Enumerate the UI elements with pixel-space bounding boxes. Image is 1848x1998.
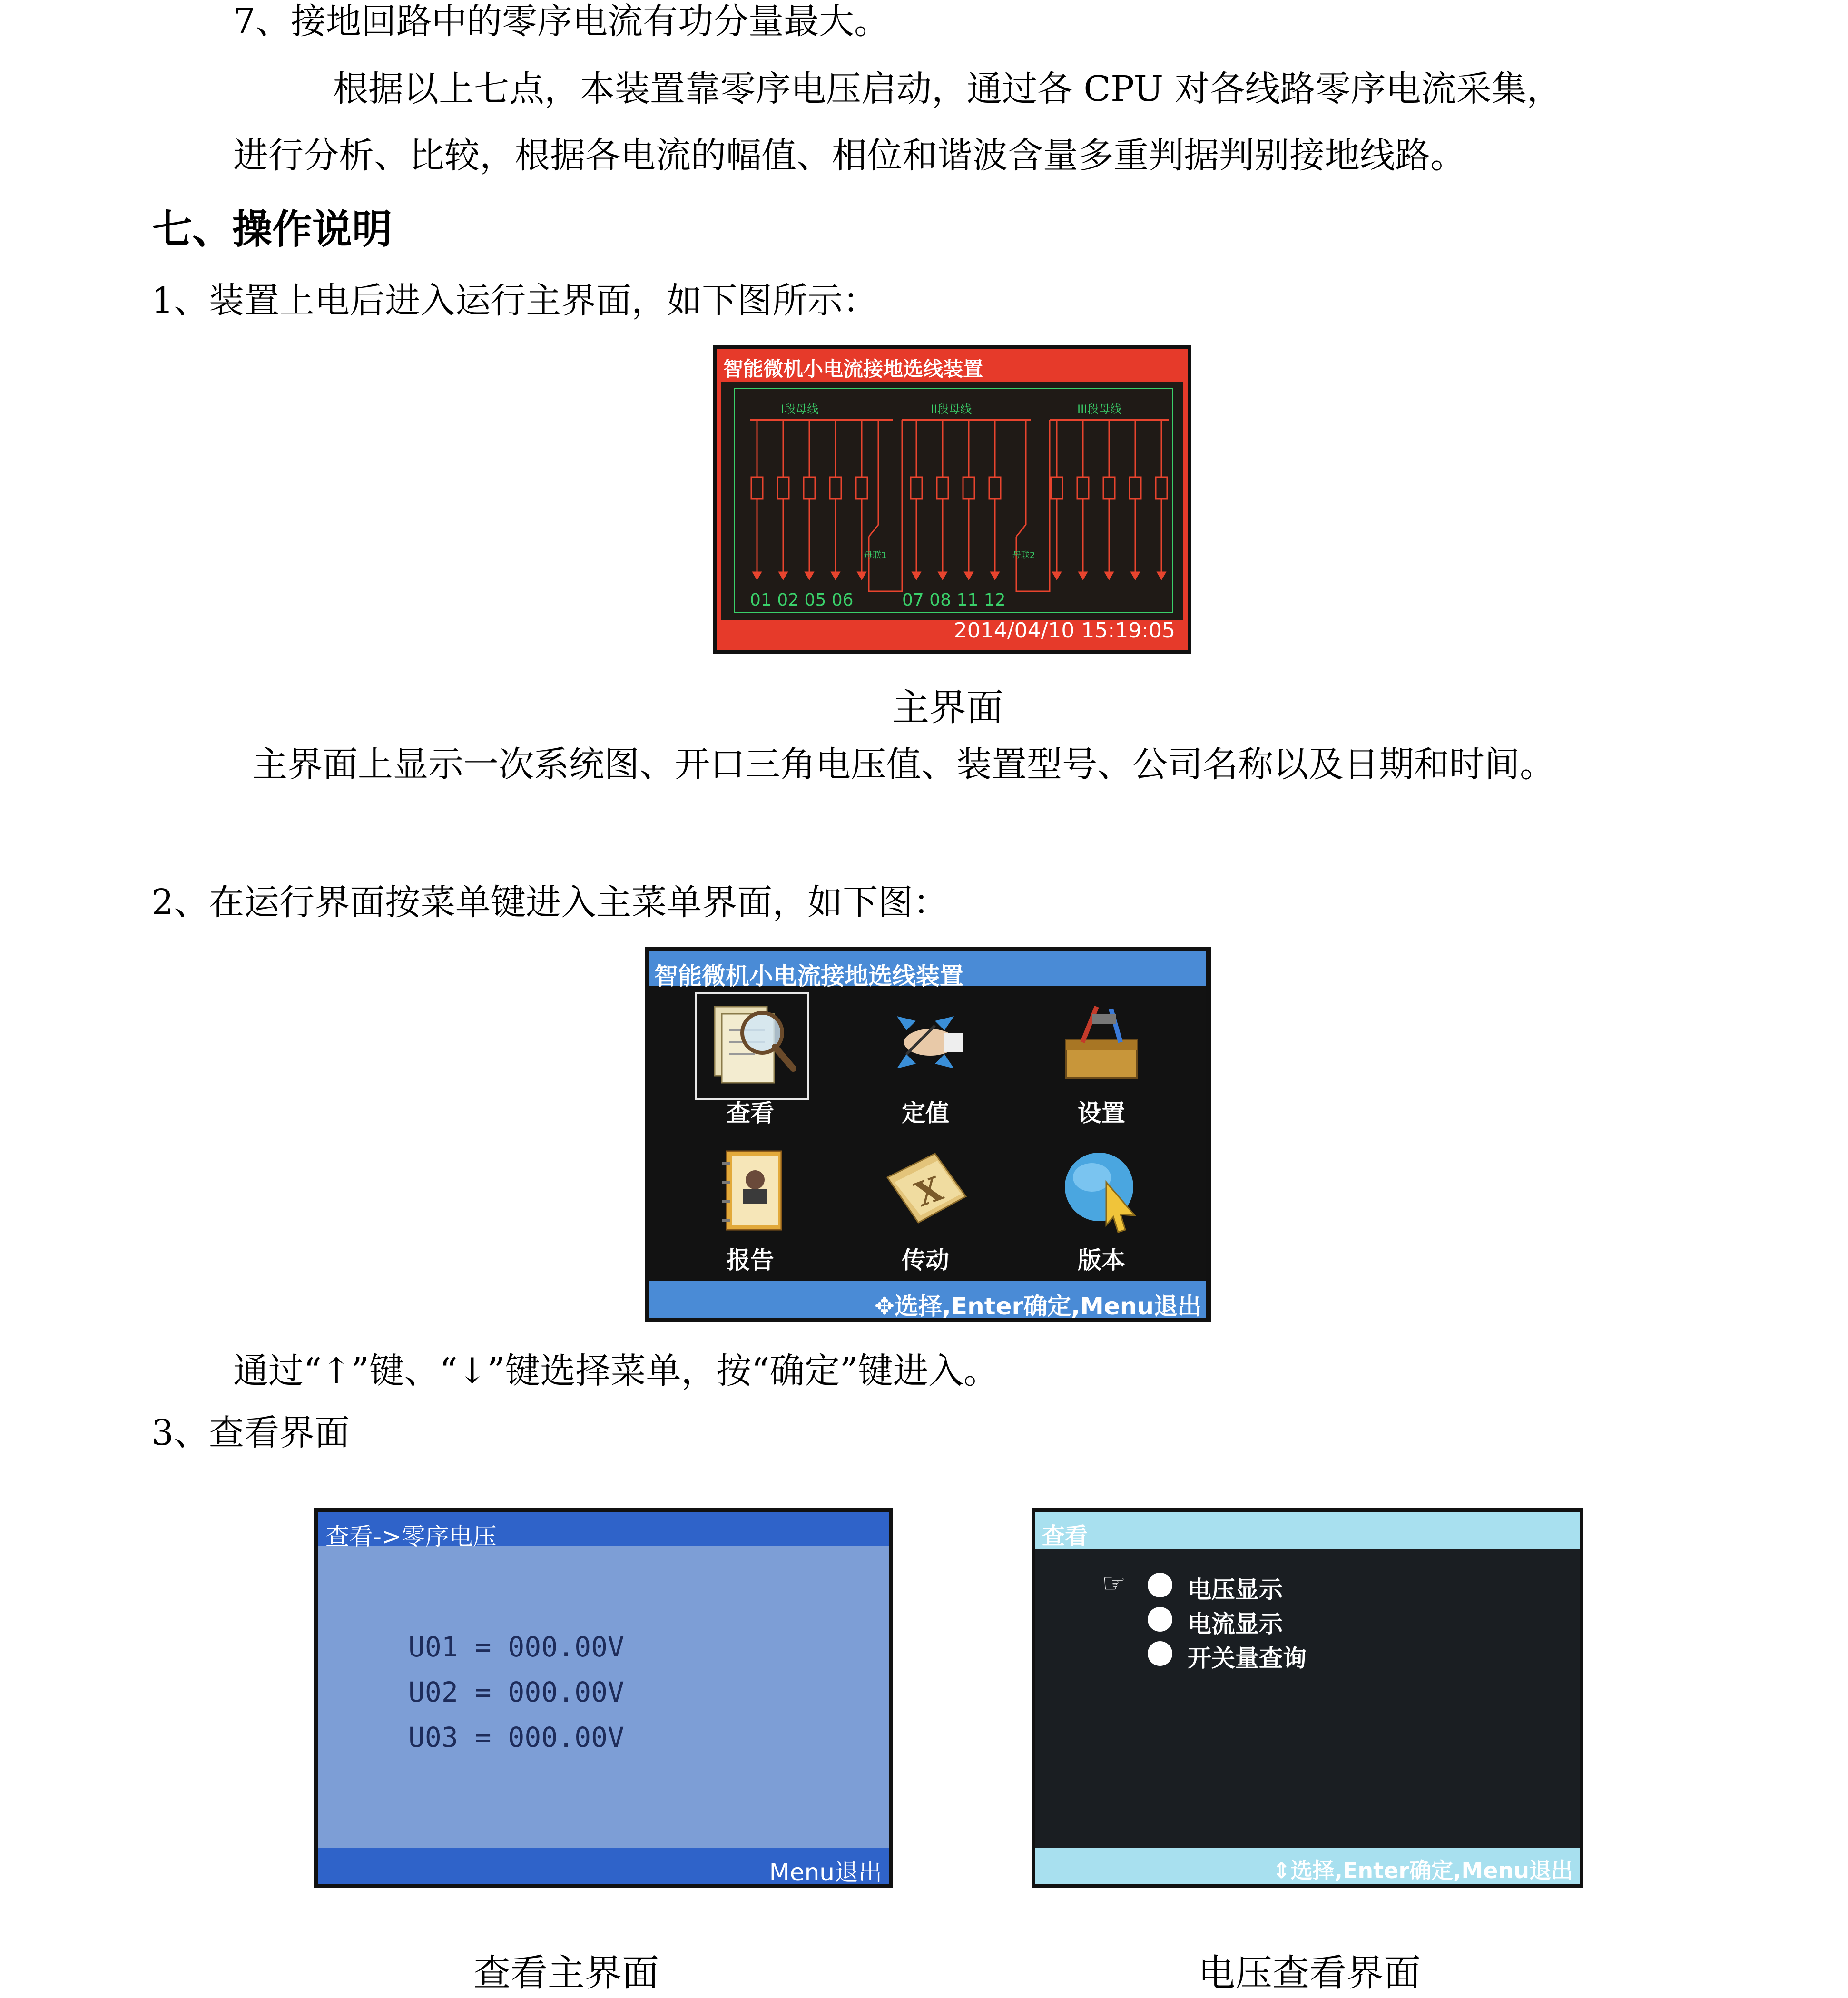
voltage-row: U02 = 000.00V <box>408 1676 624 1708</box>
option-current-display[interactable]: 电流显示 <box>1188 1610 1283 1638</box>
system-diagram <box>721 382 1183 620</box>
voltage-view-footer <box>1035 1848 1580 1884</box>
menu-footer <box>649 1281 1206 1318</box>
main-screen-photo <box>713 345 1191 654</box>
globe-cursor-icon <box>1054 1144 1149 1234</box>
tie-label-1: 母联1 <box>864 550 887 560</box>
voltage-view-hint: ⇕选择,Enter确定,Menu退出 <box>1272 1858 1573 1883</box>
address-book-icon <box>703 1144 798 1234</box>
menu-label: 设置 <box>1078 1099 1125 1127</box>
bus-tie-1 <box>869 420 902 591</box>
menu-hint: ✥选择,Enter确定,Menu退出 <box>875 1293 1201 1320</box>
voltage-view-screen-photo <box>1032 1508 1583 1888</box>
menu-label: 查看 <box>727 1099 774 1127</box>
menu-title: 智能微机小电流接地选线装置 <box>654 962 963 990</box>
caption-view-screen: 查看主界面 <box>473 1952 659 1995</box>
bus-tie-2 <box>1016 420 1050 591</box>
tie-label-2: 母联2 <box>1012 550 1035 560</box>
menu-label: 传动 <box>902 1246 949 1274</box>
bus-label-3: III段母线 <box>1077 402 1122 416</box>
datetime-display: 2014/04/10 15:19:05 <box>953 618 1175 643</box>
toolbox-icon <box>1054 997 1149 1087</box>
feeder-branch <box>804 420 815 579</box>
feeder-branch <box>777 420 789 579</box>
view-screen-photo <box>314 1508 893 1888</box>
paragraph-menu: 通过“↑”键、“↓”键选择菜单，按“确定”键进入。 <box>233 1351 999 1391</box>
radio-dot <box>1148 1641 1172 1666</box>
radio-dot <box>1148 1573 1172 1597</box>
paragraph-line: 根据以上七点，本装置靠零序电压启动，通过各 CPU 对各线路零序电流采集， <box>333 69 1562 109</box>
radio-dot <box>1148 1607 1172 1632</box>
feeder-branch <box>963 420 974 579</box>
menu-screen-photo <box>645 947 1211 1322</box>
bus-label-2: II段母线 <box>931 402 972 416</box>
list-item-7: 7、接地回路中的零序电流有功分量最大。 <box>233 1 890 42</box>
option-switch-query[interactable]: 开关量查询 <box>1188 1645 1307 1672</box>
voltage-view-header <box>1035 1512 1580 1549</box>
section-title: 七、操作说明 <box>152 206 393 253</box>
step-1: 1、装置上电后进入运行主界面，如下图所示： <box>151 280 878 321</box>
menu-item-version[interactable] <box>1044 1144 1159 1275</box>
line-numbers-2: 07 08 11 12 <box>902 590 1006 610</box>
feeder-branch <box>1077 420 1089 579</box>
caption-main-screen: 主界面 <box>892 686 1004 729</box>
view-header <box>318 1512 889 1550</box>
svg-text:X: X <box>910 1168 948 1215</box>
menu-item-setting-value[interactable] <box>868 997 983 1128</box>
option-voltage-display[interactable]: 电压显示 <box>1188 1576 1283 1604</box>
menu-item-drive[interactable] <box>868 1144 983 1275</box>
feeder-branch <box>1156 420 1167 579</box>
caption-voltage-screen: 电压查看界面 <box>1198 1952 1421 1995</box>
magnifier-document-icon <box>703 997 798 1087</box>
pointing-hand-icon: ☞ <box>1102 1568 1126 1599</box>
feeder-branch <box>751 420 763 579</box>
feeder-branch <box>911 420 922 579</box>
line-numbers-1: 01 02 05 06 <box>750 590 854 610</box>
bus-label-1: I段母线 <box>781 402 819 416</box>
view-title: 查看->零序电压 <box>325 1523 497 1550</box>
feeder-branch <box>1051 420 1062 579</box>
paragraph-line: 进行分析、比较，根据各电流的幅值、相位和谐波含量多重判据判别接地线路。 <box>233 135 1465 176</box>
voltage-row: U03 = 000.00V <box>408 1721 624 1753</box>
step-3: 3、查看界面 <box>151 1412 350 1453</box>
menu-header <box>649 951 1206 990</box>
menu-label: 报告 <box>727 1246 774 1274</box>
menu-item-settings[interactable] <box>1044 997 1159 1128</box>
step-2: 2、在运行界面按菜单键进入主菜单界面，如下图： <box>151 882 949 923</box>
feeder-branch <box>830 420 841 579</box>
voltage-row: U01 = 000.00V <box>408 1631 624 1663</box>
view-hint: Menu退出 <box>769 1859 882 1886</box>
system-x-folder-icon <box>878 1144 973 1234</box>
feeder-branch <box>989 420 1001 579</box>
feeder-branch <box>937 420 948 579</box>
paragraph-main-screen: 主界面上显示一次系统图、开口三角电压值、装置型号、公司名称以及日期和时间。 <box>252 744 1555 785</box>
device-title: 智能微机小电流接地选线装置 <box>723 357 983 381</box>
menu-label: 定值 <box>902 1099 949 1127</box>
feeder-branch <box>1130 420 1141 579</box>
menu-label: 版本 <box>1078 1246 1125 1274</box>
one-line-diagram <box>721 382 1183 620</box>
voltage-view-title: 查看 <box>1042 1523 1088 1549</box>
feeder-branch <box>1103 420 1115 579</box>
menu-item-view[interactable] <box>693 997 807 1128</box>
view-footer <box>318 1848 889 1884</box>
diagram-border <box>735 389 1172 612</box>
menu-item-report[interactable] <box>693 1144 807 1275</box>
hand-pen-arrows-icon <box>878 997 973 1087</box>
feeder-group <box>751 420 1167 579</box>
